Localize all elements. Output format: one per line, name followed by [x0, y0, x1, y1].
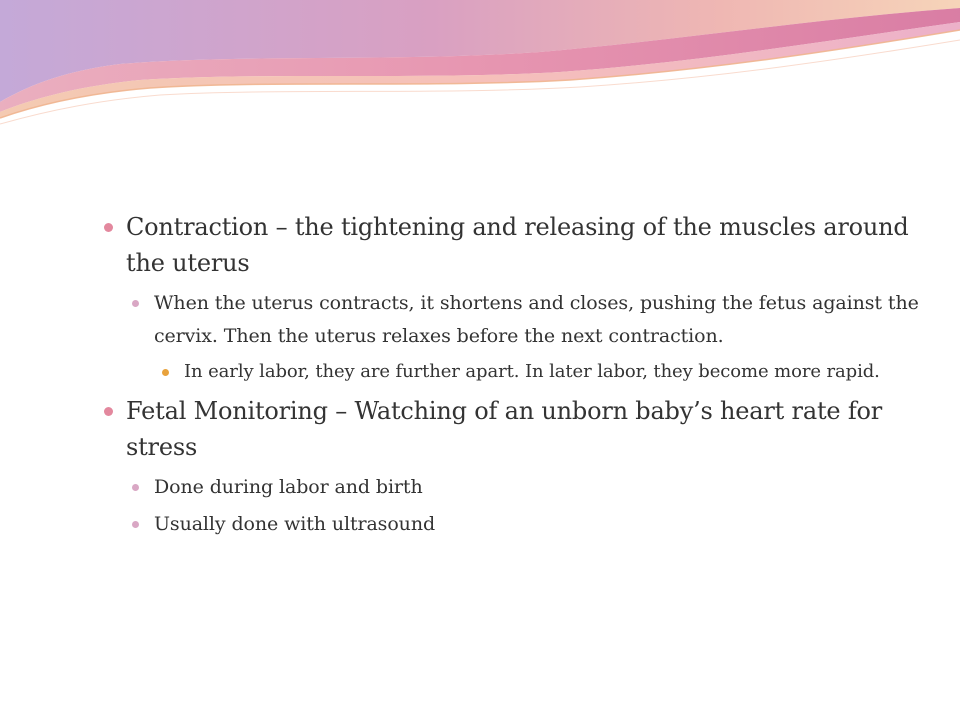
- bullet-list: [104, 209, 924, 545]
- bullet-text: Fetal Monitoring – Watching of an unborn baby’s heart rate for stress: [126, 397, 883, 461]
- bullet-text: Contraction – the tightening and releasing of the muscles around the uterus: [126, 213, 909, 277]
- sub-bullet-labor-birth: [132, 471, 924, 504]
- sub-bullet-uterus-contracts: [132, 287, 924, 353]
- bullet-text: Usually done with ultrasound: [154, 513, 436, 535]
- sub-sub-bullet-labor-timing: [162, 357, 924, 387]
- bullet-dot-icon: [162, 369, 169, 376]
- bullet-text: Done during labor and birth: [154, 476, 423, 498]
- sub-bullet-ultrasound: [132, 508, 924, 541]
- bullet-contraction: [104, 209, 924, 281]
- bullet-dot-icon: [104, 223, 113, 232]
- decorative-wave-banner: [0, 0, 960, 140]
- bullet-dot-icon: [132, 300, 139, 307]
- bullet-dot-icon: [132, 484, 139, 491]
- bullet-dot-icon: [132, 521, 139, 528]
- bullet-text: When the uterus contracts, it shortens and closes, pushing the fetus against the cervix. Then the uterus relaxes before the next contraction.: [154, 292, 919, 347]
- bullet-text: In early labor, they are further apart. In later labor, they become more rapid.: [184, 361, 880, 382]
- bullet-dot-icon: [104, 407, 113, 416]
- bullet-fetal-monitoring: [104, 393, 924, 465]
